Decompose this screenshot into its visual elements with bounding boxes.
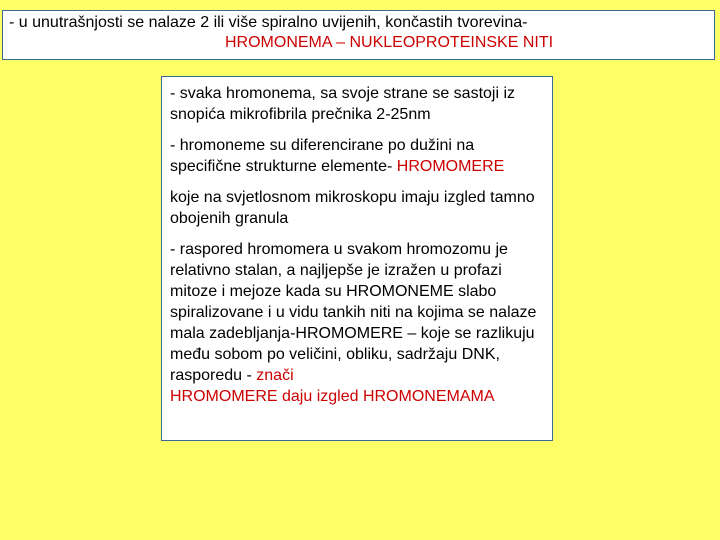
paragraph-4-highlight-1: znači <box>251 367 294 384</box>
paragraph-3: koje na svjetlosnom mikroskopu imaju izgled tamno obojenih granula <box>170 189 535 227</box>
paragraph-2-text: - hromoneme su diferencirane po dužini na specifične strukturne elemente- <box>170 137 475 175</box>
paragraph-2 <box>170 135 546 177</box>
paragraph-2-highlight: HROMOMERE <box>392 158 505 175</box>
paragraph-4-highlight-2: HROMOMERE daju izgled HROMONEMAMA <box>170 388 495 405</box>
header-text-box <box>2 10 715 60</box>
paragraph-4-text: - raspored hromomera u svakom hromozomu je relativno stalan, a najljepše je izražen u profazi mitoze i mejoze kada su HROMONEME slabo spiralizovane i u vidu tankih niti na kojima se nalaze mala zadebljanja-HROMOMERE – koje se razlikuju među sobom po veličini, obliku, sadržaju DNK, rasporedu - <box>170 241 537 384</box>
paragraph-4 <box>170 239 546 407</box>
content-text-box <box>161 76 553 441</box>
header-line-2: HROMONEMA – NUKLEOPROTEINSKE NITI <box>225 34 554 51</box>
header-line-1: - u unutrašnjosti se nalaze 2 ili više spiralno uvijenih, končastih tvorevina- <box>9 14 528 31</box>
paragraph-1: - svaka hromonema, sa svoje strane se sastoji iz snopića mikrofibrila prečnika 2-25nm <box>170 85 516 123</box>
